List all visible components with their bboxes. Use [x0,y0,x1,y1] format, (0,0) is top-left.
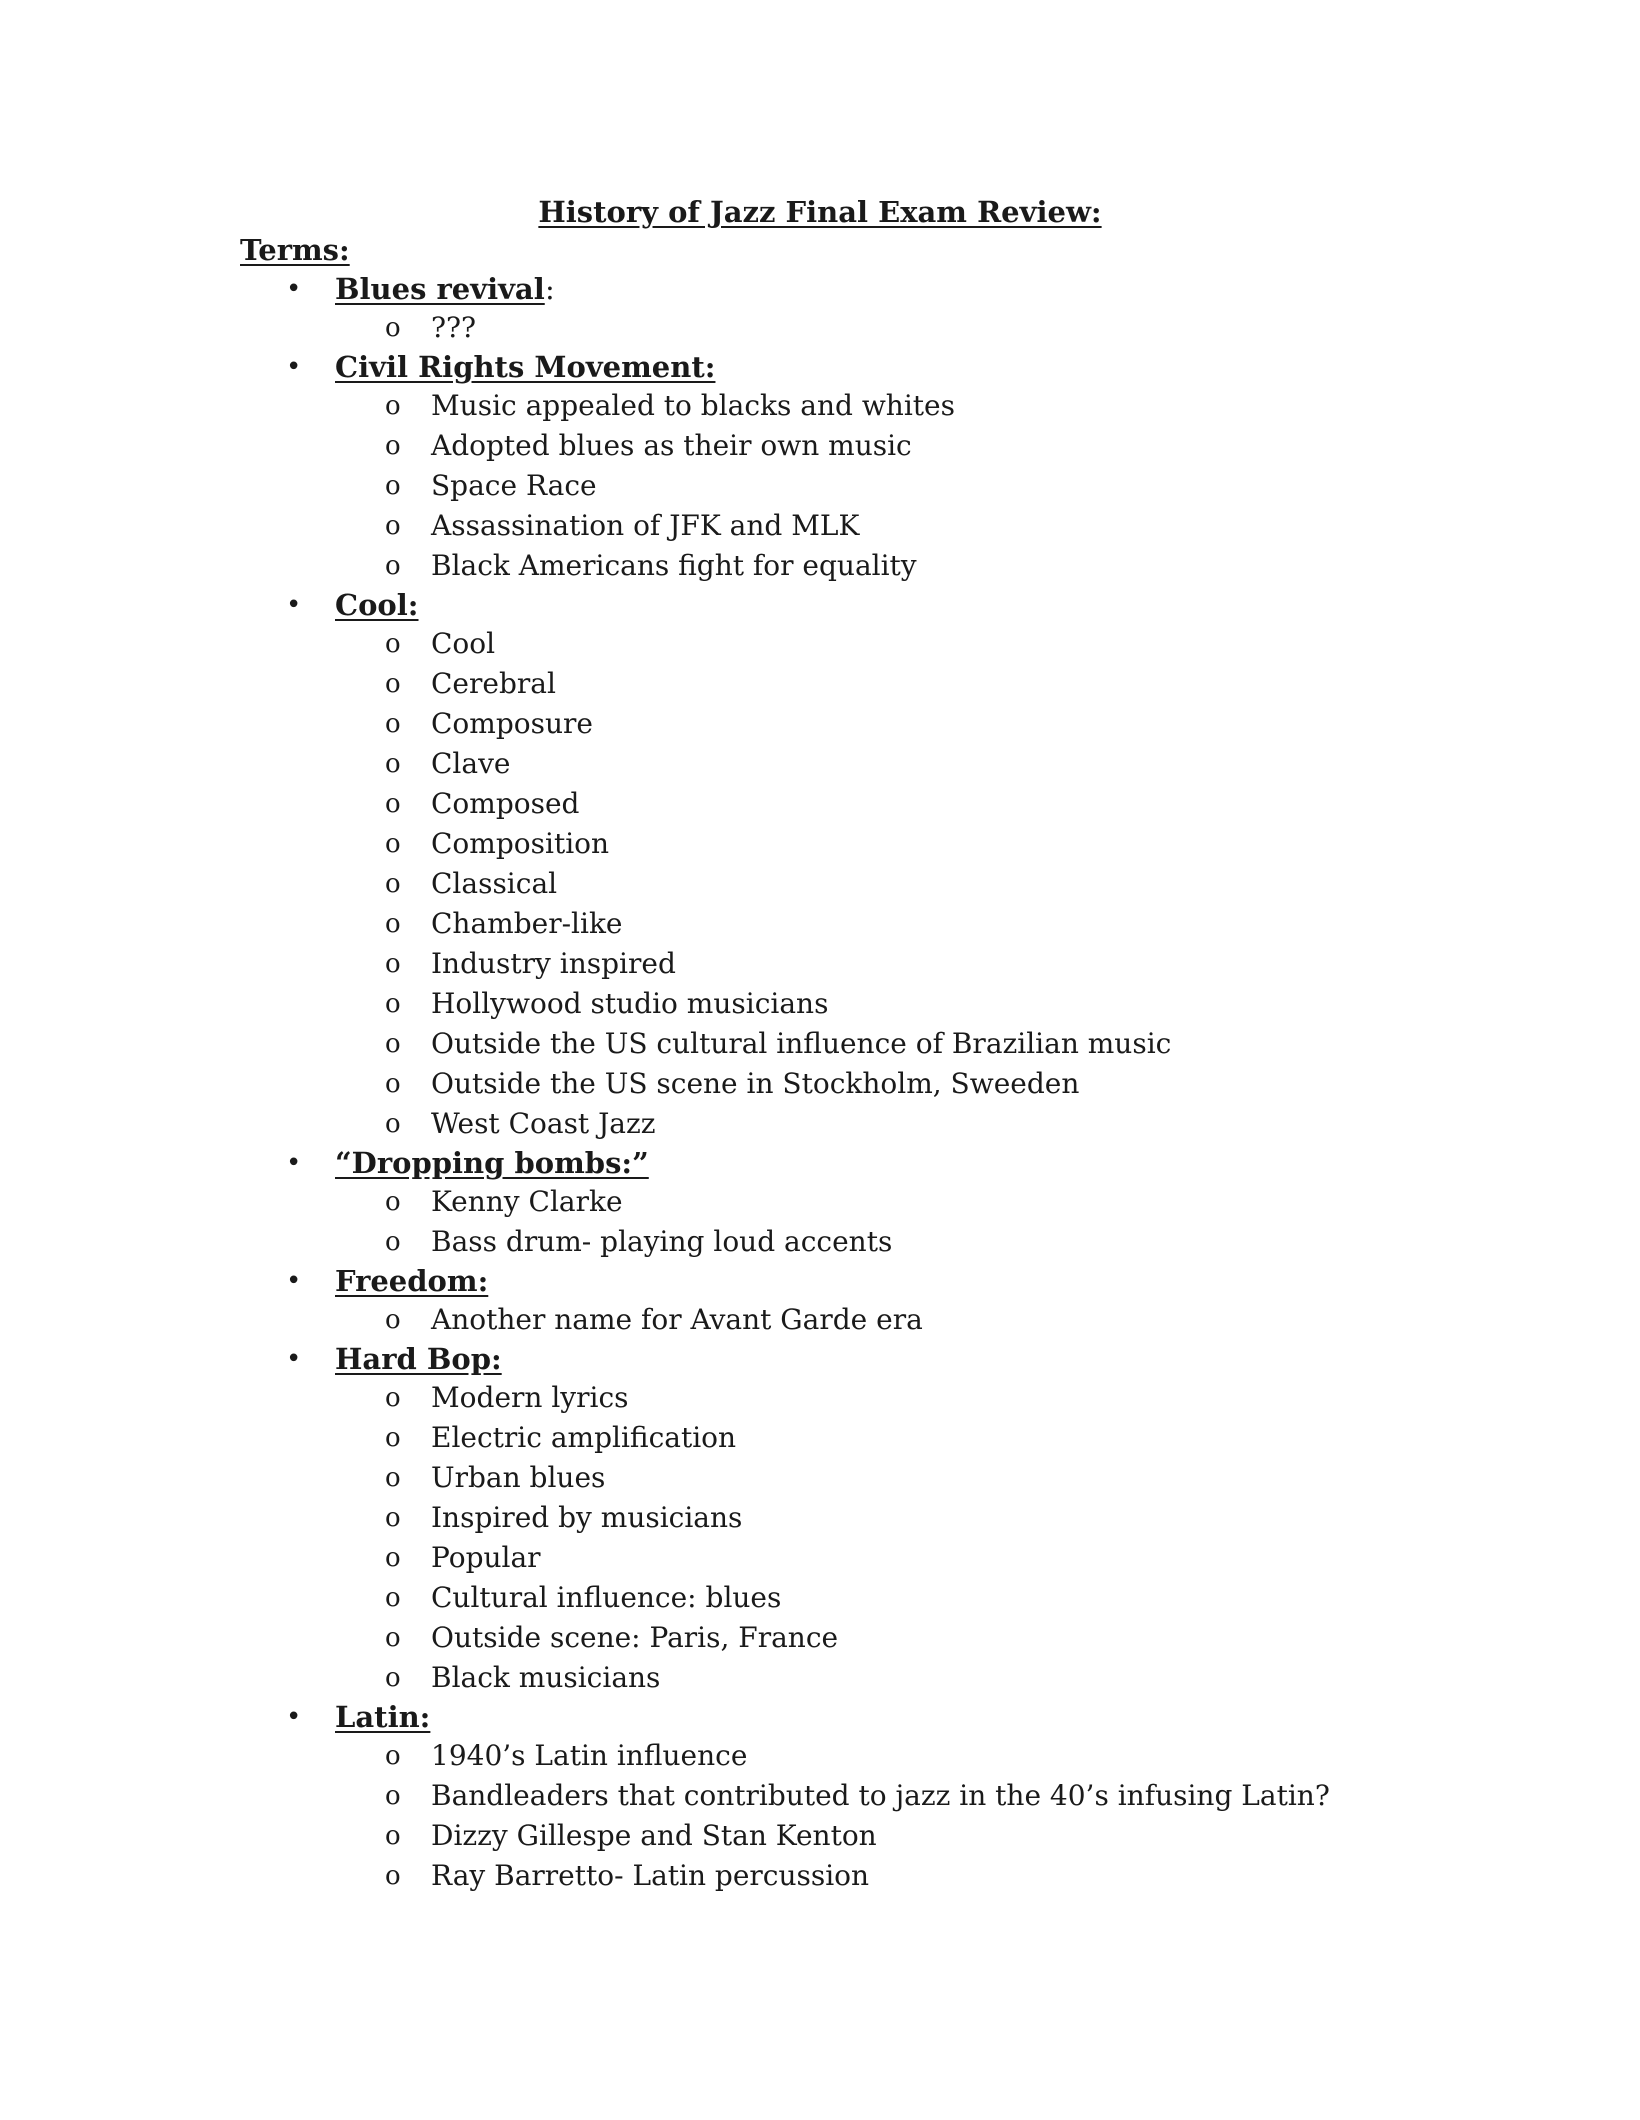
sub-list-item [0,1618,1640,1658]
sub-bullet-icon: o [385,949,401,979]
sub-bullet-icon: o [385,1423,401,1453]
sub-item-text: Composition [431,827,610,860]
sub-list-item [0,1064,1640,1104]
document-title: History of Jazz Final Exam Review: [538,195,1102,229]
sub-bullet-icon: o [385,471,401,501]
sub-item-text: Electric amplification [431,1421,737,1454]
bullet-icon: • [286,590,302,620]
sub-item-text: Music appealed to blacks and whites [431,389,955,422]
sub-list-item [0,1300,1640,1340]
sub-list [0,1378,1640,1698]
term-heading-line [0,1698,1640,1736]
sub-item-text: 1940’s Latin influence [431,1739,748,1772]
sub-item-text: Ray Barretto- Latin percussion [431,1859,870,1892]
sub-list [0,1736,1640,1896]
sub-list [0,308,1640,348]
bullet-icon: • [286,1266,302,1296]
sub-list-item [0,1658,1640,1698]
sub-item-text: Hollywood studio musicians [431,987,829,1020]
sub-bullet-icon: o [385,709,401,739]
term-title-text: Freedom: [335,1264,489,1298]
sub-item-text: Industry inspired [431,947,676,980]
bullet-icon: • [286,1702,302,1732]
term-heading-line [0,586,1640,624]
sub-item-text: Cool [431,627,496,660]
sub-list-item [0,1104,1640,1144]
sub-list-item [0,426,1640,466]
sub-item-text: ??? [431,311,477,344]
bullet-icon: • [286,1344,302,1374]
bullet-icon: • [286,1148,302,1178]
sub-bullet-icon: o [385,313,401,343]
sub-bullet-icon: o [385,1663,401,1693]
sub-bullet-icon: o [385,669,401,699]
sub-item-text: Popular [431,1541,541,1574]
sub-bullet-icon: o [385,1109,401,1139]
sub-list-item [0,1816,1640,1856]
sub-bullet-icon: o [385,829,401,859]
sub-item-text: Urban blues [431,1461,606,1494]
term-heading-line [0,348,1640,386]
sub-item-text: Space Race [431,469,597,502]
sub-item-text: Bandleaders that contributed to jazz in the 40’s infusing Latin? [431,1779,1330,1812]
sub-list [0,386,1640,586]
sub-item-text: Outside the US cultural influence of Brazilian music [431,1027,1172,1060]
sub-list-item [0,864,1640,904]
term-item [0,586,1640,1144]
sub-item-text: Classical [431,867,558,900]
sub-item-text: Composure [431,707,593,740]
sub-bullet-icon: o [385,1305,401,1335]
term-title [335,1144,649,1182]
sub-bullet-icon: o [385,629,401,659]
term-item [0,1698,1640,1896]
sub-item-text: Another name for Avant Garde era [431,1303,923,1336]
sub-bullet-icon: o [385,1187,401,1217]
sub-list-item [0,1378,1640,1418]
sub-bullet-icon: o [385,989,401,1019]
sub-list-item [0,1736,1640,1776]
sub-item-text: Outside the US scene in Stockholm, Sweeden [431,1067,1080,1100]
term-item [0,1340,1640,1698]
sub-item-text: Black musicians [431,1661,661,1694]
sub-list-item [0,944,1640,984]
sub-bullet-icon: o [385,1069,401,1099]
sub-list-item [0,904,1640,944]
term-item [0,348,1640,586]
term-title [335,1698,430,1736]
sub-bullet-icon: o [385,1741,401,1771]
sub-list [0,1182,1640,1262]
sub-bullet-icon: o [385,749,401,779]
sub-bullet-icon: o [385,1227,401,1257]
sub-list [0,1300,1640,1340]
sub-item-text: Adopted blues as their own music [431,429,912,462]
sub-list-item [0,308,1640,348]
term-title-text: Cool: [335,588,419,622]
sub-list-item [0,506,1640,546]
term-title [335,270,545,308]
term-colon: : [545,272,555,306]
term-item [0,1144,1640,1262]
sub-bullet-icon: o [385,869,401,899]
sub-bullet-icon: o [385,1029,401,1059]
sub-bullet-icon: o [385,1383,401,1413]
term-heading-line [0,1144,1640,1182]
sub-bullet-icon: o [385,1821,401,1851]
term-title [335,1340,502,1378]
sub-bullet-icon: o [385,391,401,421]
sub-bullet-icon: o [385,1503,401,1533]
sub-item-text: Black Americans fight for equality [431,549,917,582]
sub-bullet-icon: o [385,1861,401,1891]
sub-bullet-icon: o [385,1543,401,1573]
sub-list [0,624,1640,1144]
term-title-text: Civil Rights Movement: [335,350,716,384]
section-heading-terms: Terms: [240,233,350,267]
term-title [335,348,715,386]
sub-item-text: West Coast Jazz [431,1107,656,1140]
sub-item-text: Composed [431,787,580,820]
sub-bullet-icon: o [385,551,401,581]
sub-list-item [0,704,1640,744]
sub-list-item [0,824,1640,864]
term-title [335,586,419,624]
sub-list-item [0,1578,1640,1618]
sub-item-text: Bass drum- playing loud accents [431,1225,893,1258]
bullet-icon: • [286,274,302,304]
sub-item-text: Modern lyrics [431,1381,629,1414]
sub-list-item [0,1776,1640,1816]
sub-list-item [0,1458,1640,1498]
sub-list-item [0,1024,1640,1064]
sub-bullet-icon: o [385,1781,401,1811]
sub-item-text: Cerebral [431,667,556,700]
term-item [0,270,1640,348]
term-title-text: Latin: [335,1700,431,1734]
sub-bullet-icon: o [385,1583,401,1613]
sub-list-item [0,624,1640,664]
sub-list-item [0,744,1640,784]
term-heading-line [0,1340,1640,1378]
bullet-icon: • [286,352,302,382]
term-title-text: “Dropping bombs:” [335,1146,649,1180]
sub-list-item [0,1538,1640,1578]
sub-item-text: Clave [431,747,511,780]
sub-list-item [0,546,1640,586]
term-heading-line [0,1262,1640,1300]
sub-bullet-icon: o [385,909,401,939]
sub-list-item [0,1498,1640,1538]
sub-item-text: Assassination of JFK and MLK [431,509,860,542]
sub-item-text: Kenny Clarke [431,1185,623,1218]
term-title [335,1262,488,1300]
sub-list-item [0,984,1640,1024]
term-heading-line [0,270,1640,308]
sub-bullet-icon: o [385,1623,401,1653]
sub-item-text: Outside scene: Paris, France [431,1621,839,1654]
sub-list-item [0,664,1640,704]
sub-item-text: Dizzy Gillespe and Stan Kenton [431,1819,877,1852]
term-title-text: Blues revival [335,272,545,306]
sub-bullet-icon: o [385,789,401,819]
sub-item-text: Chamber-like [431,907,623,940]
sub-list-item [0,1856,1640,1896]
sub-item-text: Inspired by musicians [431,1501,743,1534]
sub-list-item [0,784,1640,824]
sub-list-item [0,1418,1640,1458]
sub-bullet-icon: o [385,511,401,541]
sub-list-item [0,386,1640,426]
sub-list-item [0,1182,1640,1222]
sub-item-text: Cultural influence: blues [431,1581,782,1614]
term-title-text: Hard Bop: [335,1342,502,1376]
terms-list [0,270,1640,1896]
sub-list-item [0,1222,1640,1262]
sub-list-item [0,466,1640,506]
sub-bullet-icon: o [385,431,401,461]
sub-bullet-icon: o [385,1463,401,1493]
term-item [0,1262,1640,1340]
